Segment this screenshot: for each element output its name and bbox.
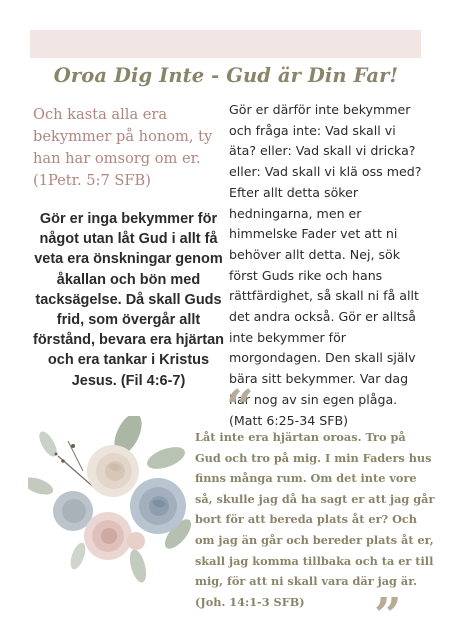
header-banner [30,30,421,58]
quote-1peter: Och kasta alla era bekymmer på honom, ty han har omsorg om er. (1Petr. 5:7 SFB) [33,106,213,189]
flower-bouquet-illustration [28,416,198,586]
close-quote-icon: ” [374,588,402,644]
quote-philippians: Gör er inga bekymmer för något utan låt Gud i allt få veta era önskningar genom åkallan och bön med tacksägelse. Då skall Guds frid, som övergår allt förstånd, bevara era hjärtan och era tankar i Kristus Jesus. (Fil 4:6-7) [33,211,224,389]
quote-john: Låt inte era hjärtan oroas. Tro på Gud och tro på mig. I min Faders hus finns många rum. Om det inte vore så, skulle jag då ha sagt er att jag går bort för att bereda plats åt er? Och om jag än går och bereder plats åt er, skall jag komma tillbaka och ta er till mig, för att ni skall vara där jag är. (Joh. 14:1-3 SFB) [195,430,435,609]
page-title: Oroa Dig Inte - Gud är Din Far! [53,64,399,87]
quote-matthew: Gör er därför inte bekymmer och fråga inte: Vad skall vi äta? eller: Vad skall vi dricka? eller: Vad skall vi klä oss med? Efter allt detta söker hedningarna, men er himmelske Fader vet att ni behöver allt detta. Nej, sök först Guds rike och hans rättfärdighet, så skall ni få allt det andra också. Gör er alltså inte bekymmer för morgondagen. Den skall själv bära sitt bekymmer. Var dag har nog av sin egen plåga. (Matt 6:25-34 SFB) [229,102,422,428]
open-quote-icon: “ [226,380,254,436]
